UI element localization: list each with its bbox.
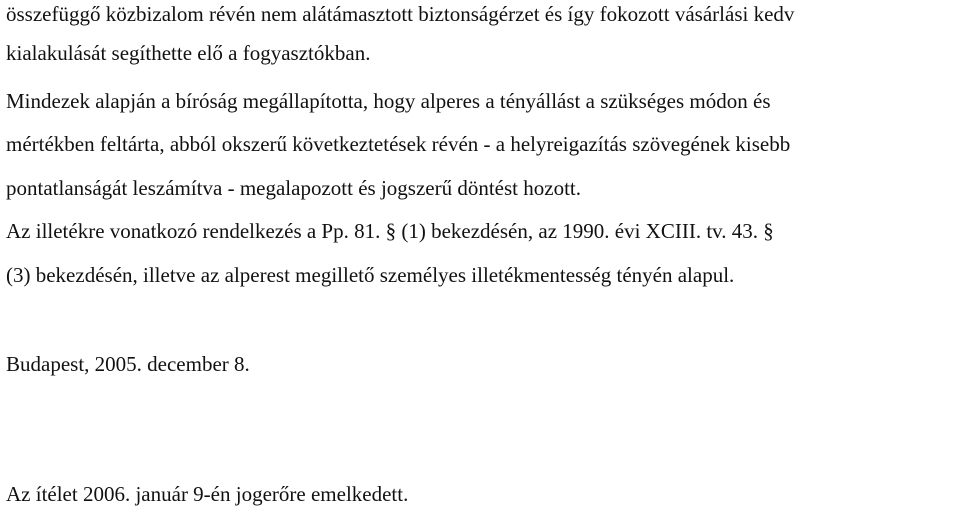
date-line: Budapest, 2005. december 8.: [6, 352, 250, 376]
text-line-6: Az illetékre vonatkozó rendelkezés a Pp. 81. § (1) bekezdésén, az 1990. évi XCIII. tv. 43. §: [6, 219, 774, 243]
text-line-4: mértékben feltárta, abból okszerű következtetések révén - a helyreigazítás szövegének kisebb: [6, 132, 791, 156]
finality-note: Az ítélet 2006. január 9-én jogerőre emelkedett.: [6, 482, 409, 506]
text-line-5: pontatlanságát leszámítva - megalapozott és jogszerű döntést hozott.: [6, 176, 581, 200]
text-line-2: kialakulását segíthette elő a fogyasztókban.: [6, 41, 371, 65]
text-line-1: összefüggő közbizalom révén nem alátámasztott biztonságérzet és így fokozott vásárlási kedv: [6, 2, 795, 26]
text-line-3: Mindezek alapján a bíróság megállapította, hogy alperes a tényállást a szükséges módon és: [6, 89, 771, 113]
text-line-7: (3) bekezdésén, illetve az alperest megillető személyes illetékmentesség tényén alapul.: [6, 263, 735, 287]
